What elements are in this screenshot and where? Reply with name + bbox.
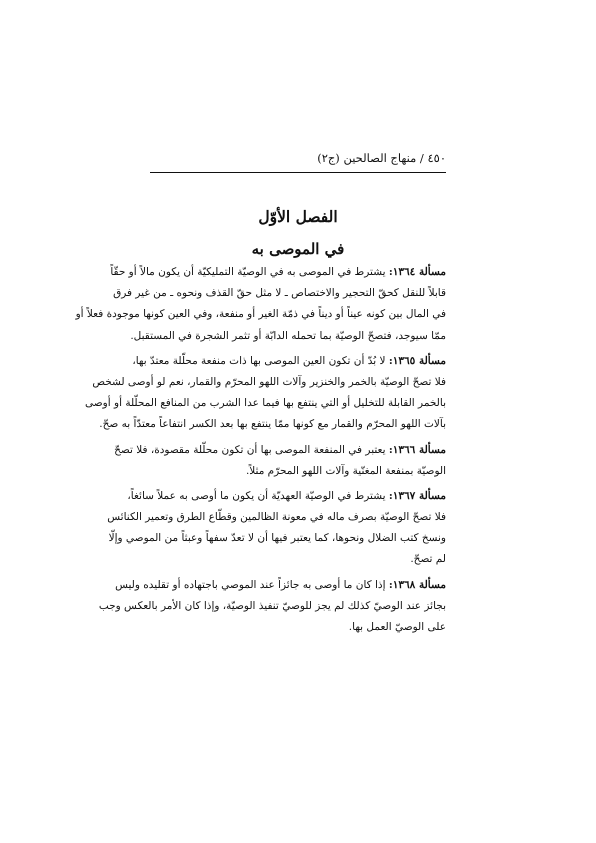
issue-line xyxy=(110,262,446,283)
issue-line: ونسخ كتب الضلال ونحوها، كما يعتبر فيها أن لا تعدّ سفهاً وعبثاً من الموصي وإلّا xyxy=(108,532,446,545)
issue-label: مسألة ١٣٦٧: xyxy=(388,489,446,502)
issue-line: فلا تصحّ الوصيّة بصرف ماله في معونة الظالمين وقطّاع الطرق وتعمير الكنائس xyxy=(107,511,446,524)
issue-line: على الوصيّ العمل بها. xyxy=(348,621,446,633)
issue-label: مسألة ١٣٦٤: xyxy=(388,266,446,278)
chapter-subtitle: في الموصى به xyxy=(251,240,345,258)
issue-1367 xyxy=(107,486,446,571)
issue-label: مسألة ١٣٦٨: xyxy=(388,578,446,591)
issue-1368 xyxy=(98,575,446,639)
issue-line: بالخمر القابلة للتخليل أو التي ينتفع بها فيما عدا الشرب من المنافع المحلّلة أو أوصى xyxy=(85,397,446,410)
issue-text: يعتبر في المنفعة الموصى بها أن تكون محلّلة مقصودة، فلا تصحّ xyxy=(114,443,389,456)
issue-line xyxy=(132,351,446,372)
issue-text: يشترط في الموصى به في الوصيّة التمليكيّة أن يكون مالاً أو حقّاً xyxy=(110,266,389,278)
issue-line: لم تصحّ. xyxy=(410,553,446,566)
issue-label: مسألة ١٣٦٥: xyxy=(388,354,446,367)
issue-line: ممّا سيوجد، فتصحّ الوصيّة بما تحمله الدابّة أو تثمر الشجرة في المستقبل. xyxy=(130,329,446,342)
issue-line xyxy=(114,440,446,461)
issue-text: لا بُدّ أن تكون العين الموصى بها ذات منفعة محلّلة معتدّ بها، xyxy=(132,354,389,367)
issue-line: قابلاً للنقل كحقّ التحجير والاختصاص ـ لا مثل حقّ القذف ونحوه ـ من غير فرق xyxy=(113,287,446,300)
header-rule xyxy=(150,172,446,173)
issue-1366 xyxy=(114,440,446,482)
issue-line: بآلات اللهو المحرّم والقمار مع كونها ممّا ينتفع بها بعد الكسر انتفاعاً معتدّاً به صحّ. xyxy=(99,418,446,431)
issue-text: يشترط في الوصيّة العهديّة أن يكون ما أوصى به عملاً سائغاً، xyxy=(127,489,389,502)
issue-1365 xyxy=(85,351,446,436)
chapter-title: الفصل الأوّل xyxy=(258,207,338,226)
body-text xyxy=(75,262,446,642)
issue-line: بجائز عند الوصيّ كذلك لم يجز للوصيّ تنفيذ الوصيّة، وإذا كان الأمر بالعكس وجب xyxy=(98,599,446,612)
issue-line: الوصيّة بمنفعة المغنّية وآلات اللهو المحرّم مثلاً. xyxy=(245,464,446,477)
issue-text: إذا كان ما أوصى به جائزاً عند الموصي باجتهاده أو تقليده وليس xyxy=(115,578,389,591)
issue-line: فلا تصحّ الوصيّة بالخمر والخنزير وآلات اللهو المحرّم والقمار، نعم لو أوصى لشخص xyxy=(92,375,446,388)
issue-1364 xyxy=(75,262,446,347)
running-head: ٤٥٠ / منهاج الصالحين (ج٢) xyxy=(317,151,446,165)
issue-line xyxy=(127,486,446,507)
issue-line xyxy=(115,575,446,596)
issue-line: في المال بين كونه عيناً أو ديناً في ذمّة الغير أو منفعة، وفي العين كونها موجودة فعلاً أو xyxy=(75,308,446,321)
issue-label: مسألة ١٣٦٦: xyxy=(388,443,446,456)
